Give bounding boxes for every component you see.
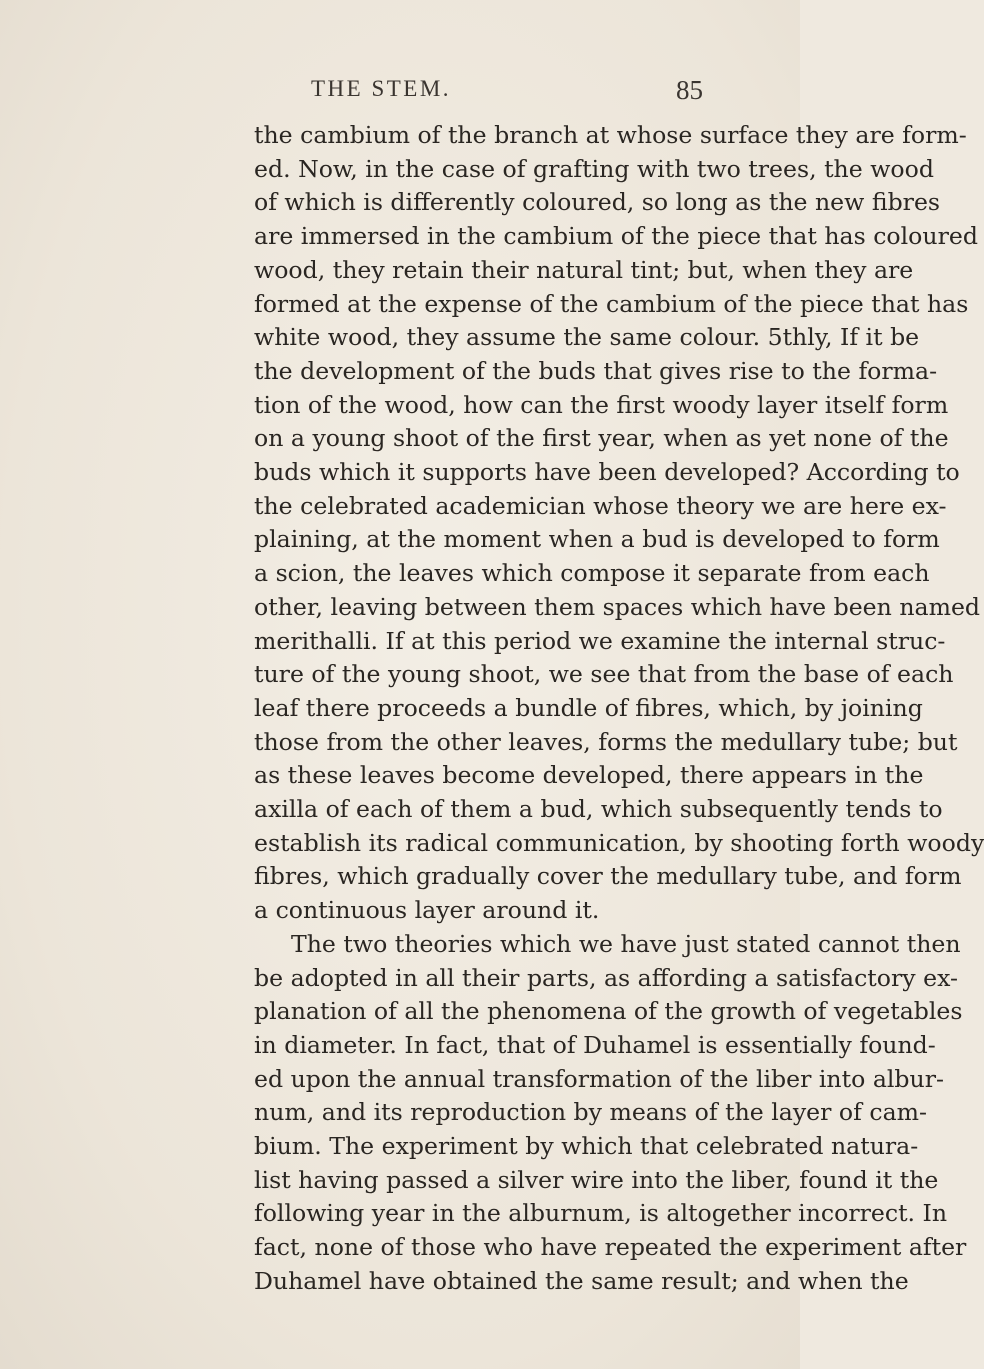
- text-line: plaining, at the moment when a bud is developed to form: [254, 525, 940, 554]
- text-line: in diameter. In fact, that of Duhamel is essentially found-: [254, 1030, 936, 1059]
- text-line: ture of the young shoot, we see that from the base of each: [254, 660, 954, 689]
- paragraph-start-line: The two theories which we have just stated cannot then: [291, 929, 961, 958]
- text-line: those from the other leaves, forms the medullary tube; but: [254, 727, 958, 756]
- text-line: are immersed in the cambium of the piece that has coloured: [254, 222, 978, 251]
- text-line: formed at the expense of the cambium of the piece that has: [254, 289, 969, 318]
- text-line: on a young shoot of the first year, when as yet none of the: [254, 424, 949, 453]
- text-line: axilla of each of them a bud, which subsequently tends to: [254, 795, 943, 823]
- page-number: 85: [676, 75, 703, 105]
- text-line: following year in the alburnum, is altogether incorrect. In: [254, 1199, 948, 1228]
- text-line: planation of all the phenomena of the growth of vegetables: [254, 997, 963, 1026]
- text-line: ed upon the annual transformation of the liber into albur-: [254, 1064, 944, 1093]
- text-line: merithalli. If at this period we examine the internal struc-: [254, 626, 946, 655]
- text-line: bium. The experiment by which that celebrated natura-: [254, 1132, 919, 1160]
- text-line: num, and its reproduction by means of the layer of cam-: [254, 1098, 927, 1127]
- running-head: [0, 76, 800, 116]
- text-line: establish its radical communication, by shooting forth woody: [254, 828, 984, 857]
- text-line: be adopted in all their parts, as affording a satisfactory ex-: [254, 963, 958, 992]
- text-line: the celebrated academician whose theory we are here ex-: [254, 491, 947, 520]
- paragraph-end-line: a continuous layer around it.: [254, 896, 600, 925]
- text-line: tion of the wood, how can the first woody layer itself form: [254, 390, 949, 419]
- text-line: fibres, which gradually cover the medullary tube, and form: [254, 862, 962, 891]
- text-line: fact, none of those who have repeated the experiment after: [254, 1233, 967, 1262]
- text-line: wood, they retain their natural tint; but, when they are: [254, 255, 914, 284]
- text-line: white wood, they assume the same colour. 5thly, If it be: [254, 323, 920, 352]
- text-line: other, leaving between them spaces which have been named: [254, 592, 981, 621]
- text-line: leaf there proceeds a bundle of fibres, which, by joining: [254, 693, 923, 722]
- text-line: Duhamel have obtained the same result; and when the: [254, 1266, 909, 1295]
- text-line: buds which it supports have been developed? According to: [254, 458, 960, 486]
- running-title: THE STEM.: [311, 76, 452, 101]
- text-line: ed. Now, in the case of grafting with two trees, the wood: [254, 154, 934, 183]
- text-line: as these leaves become developed, there appears in the: [254, 761, 924, 790]
- text-line: of which is differently coloured, so long as the new fibres: [254, 188, 941, 217]
- text-line: the cambium of the branch at whose surface they are form-: [254, 121, 967, 149]
- text-line: the development of the buds that gives rise to the forma-: [254, 356, 938, 385]
- text-line: a scion, the leaves which compose it separate from each: [254, 559, 930, 588]
- text-line: list having passed a silver wire into the liber, found it the: [254, 1165, 939, 1194]
